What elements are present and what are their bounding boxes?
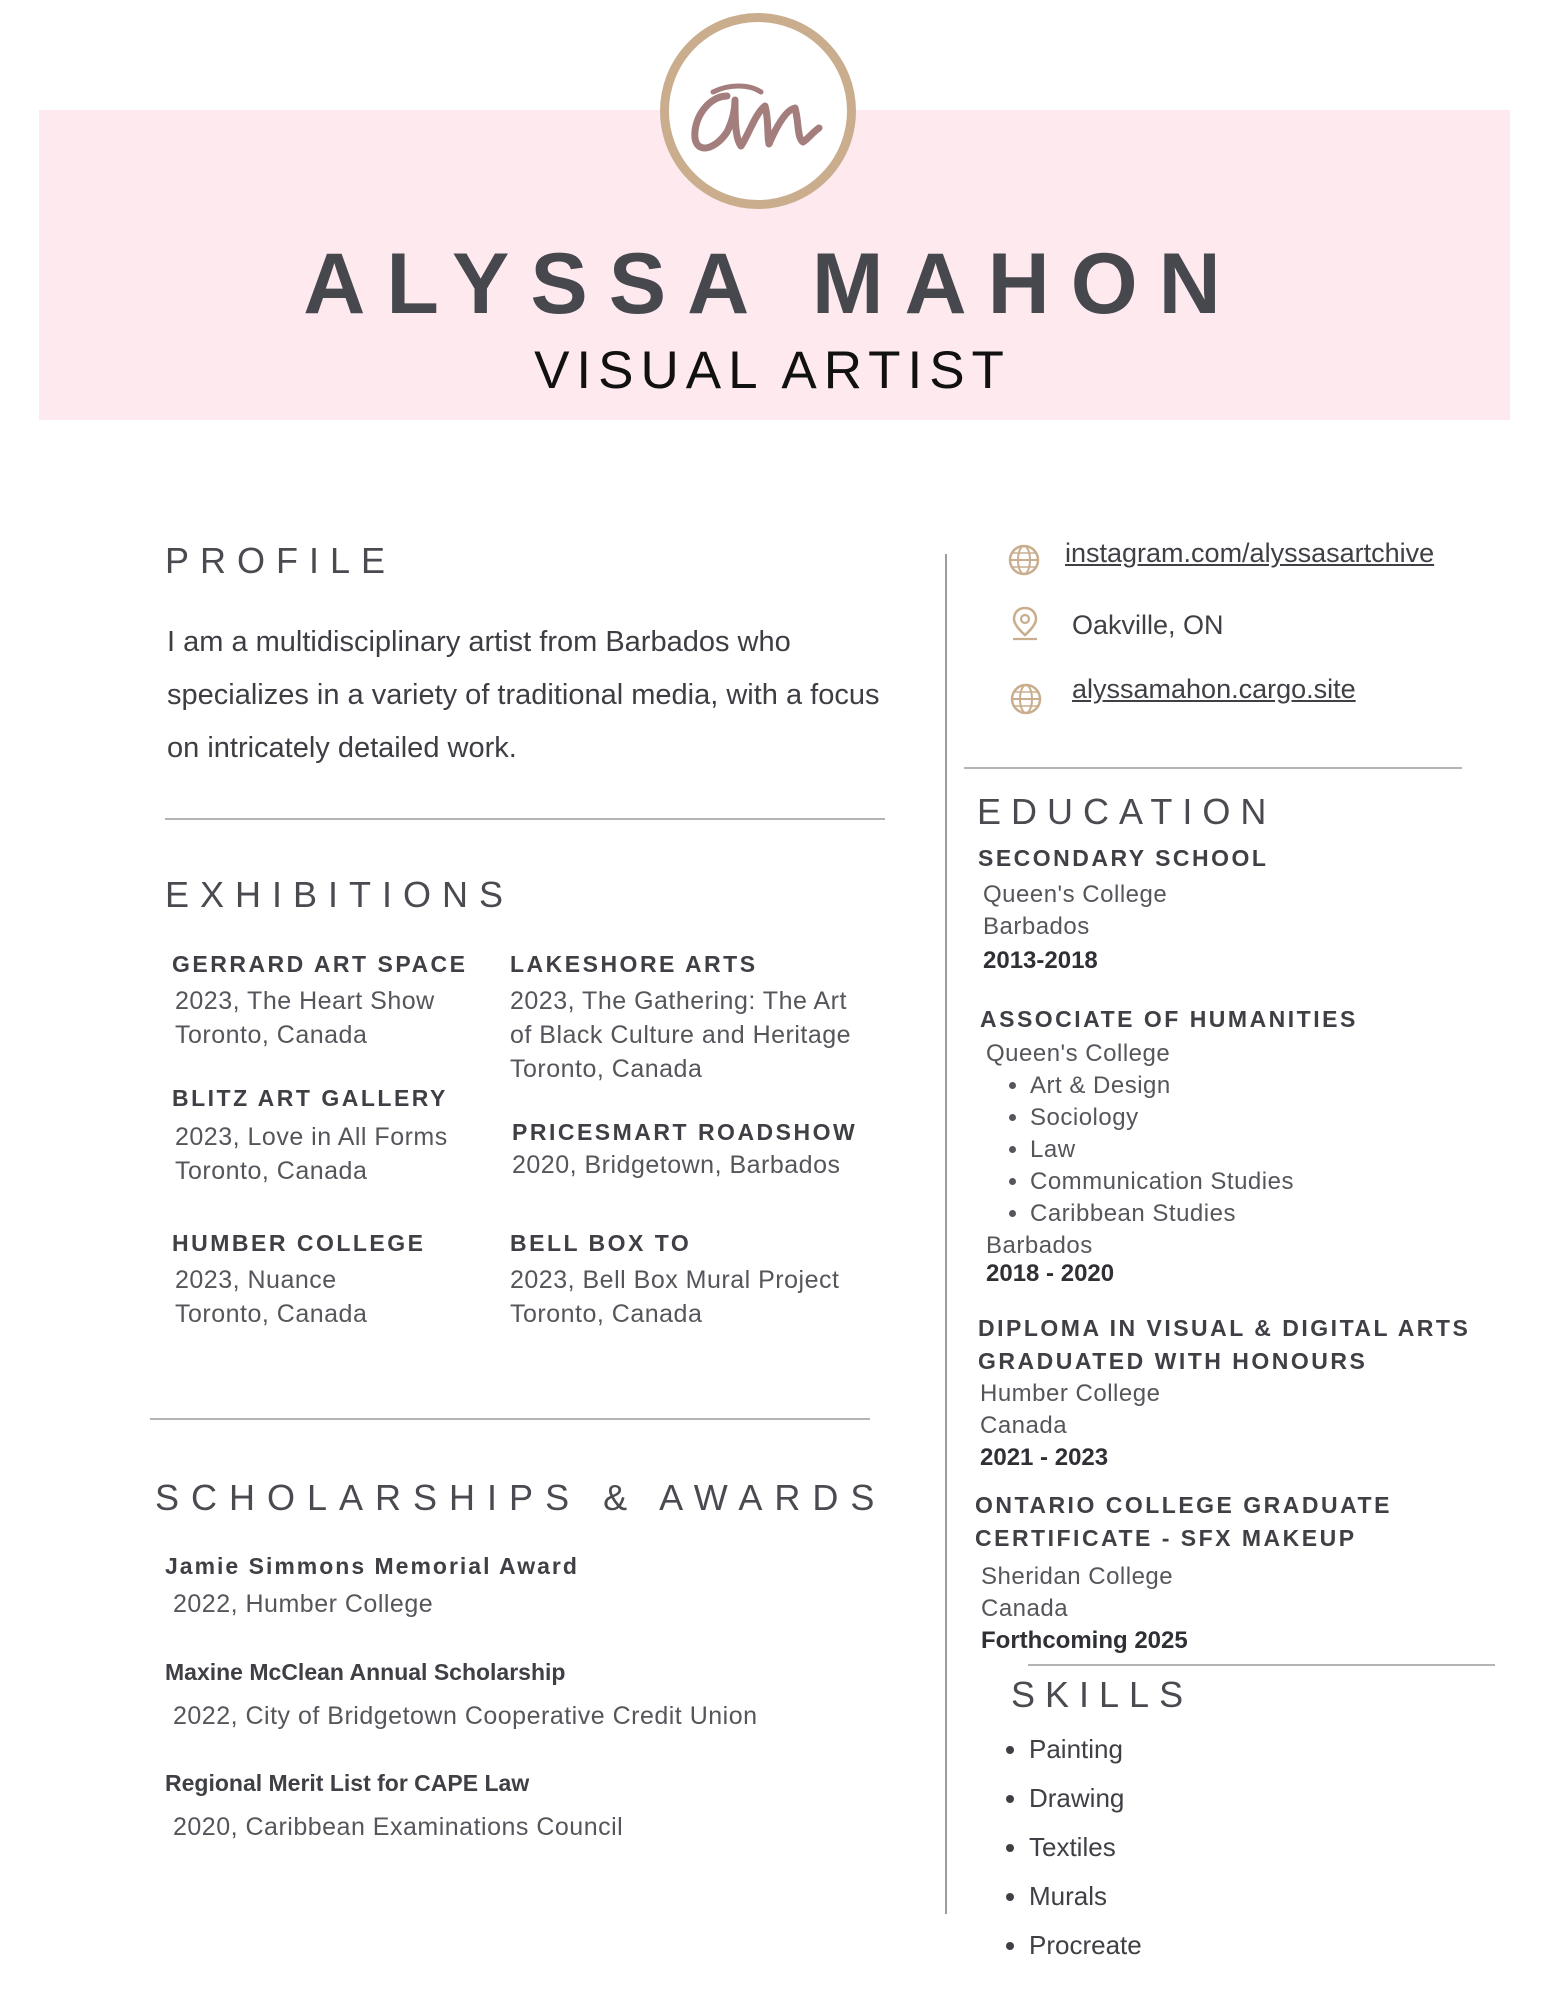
exhibition-item (512, 1119, 892, 1182)
award-item (165, 1553, 579, 1619)
education-school: Sheridan College (981, 1563, 1174, 1590)
education-heading: EDUCATION (977, 791, 1277, 832)
monogram-script-icon (669, 22, 847, 200)
location-pin-icon (1008, 605, 1042, 639)
exhibition-item (172, 1230, 502, 1331)
education-school: Queen's College (986, 1040, 1171, 1067)
education-title: GRADUATED WITH HONOURS (978, 1348, 1368, 1374)
education-location: Barbados (986, 1232, 1093, 1259)
exhibition-detail: 2023, Nuance (175, 1266, 337, 1294)
education-item (978, 1312, 1470, 1472)
subject-item: • Sociology (1030, 1102, 1358, 1134)
subject-item: • Caribbean Studies (1030, 1198, 1358, 1230)
education-item (978, 842, 1268, 975)
education-school: Humber College (980, 1380, 1161, 1407)
exhibition-venue: GERRARD ART SPACE (172, 951, 468, 977)
exhibition-item (172, 951, 502, 1052)
education-title: ONTARIO COLLEGE GRADUATE (975, 1492, 1392, 1518)
profile-line: I am a multidisciplinary artist from Barbados who (167, 626, 791, 658)
globe-icon (1007, 543, 1041, 577)
exhibition-item (510, 951, 890, 1086)
skill-item: • Textiles (1029, 1823, 1142, 1872)
skill-item: • Drawing (1029, 1774, 1142, 1823)
award-item (165, 1770, 623, 1842)
award-item (165, 1659, 758, 1731)
education-divider (1028, 1664, 1495, 1666)
exhibition-venue: LAKESHORE ARTS (510, 951, 758, 977)
exhibition-venue: BELL BOX TO (510, 1230, 692, 1256)
skill-item: • Painting (1029, 1725, 1142, 1774)
education-school: Queen's College (983, 881, 1168, 908)
contact-divider (964, 767, 1462, 769)
education-years: 2021 - 2023 (980, 1444, 1109, 1471)
education-item (975, 1489, 1392, 1655)
exhibition-detail: Toronto, Canada (175, 1157, 368, 1185)
subjects-list (986, 1070, 1358, 1230)
education-years: 2013-2018 (983, 947, 1098, 974)
education-years: 2018 - 2020 (986, 1260, 1115, 1287)
exhibition-detail: 2023, The Heart Show (175, 987, 435, 1015)
subject-item: • Law (1030, 1134, 1358, 1166)
award-detail: 2022, City of Bridgetown Cooperative Credit Union (173, 1702, 758, 1730)
subject-item: • Art & Design (1030, 1070, 1358, 1102)
exhibition-detail: Toronto, Canada (510, 1055, 703, 1083)
exhibition-detail: 2023, Love in All Forms (175, 1123, 448, 1151)
exhibition-detail: 2023, The Gathering: The Art (510, 987, 847, 1015)
skills-list (985, 1725, 1142, 1970)
profile-divider (165, 818, 885, 820)
education-location: Barbados (983, 913, 1090, 940)
instagram-link[interactable]: instagram.com/alyssasartchive (1065, 538, 1435, 568)
exhibition-detail: Toronto, Canada (175, 1021, 368, 1049)
exhibition-item (510, 1230, 890, 1331)
exhibition-venue: BLITZ ART GALLERY (172, 1085, 448, 1111)
education-title: SECONDARY SCHOOL (978, 845, 1269, 871)
exhibition-detail: Toronto, Canada (510, 1300, 703, 1328)
exhibition-detail: of Black Culture and Heritage (510, 1021, 852, 1049)
person-role: VISUAL ARTIST (534, 341, 1011, 400)
exhibition-detail: 2020, Bridgetown, Barbados (512, 1151, 841, 1179)
profile-line: specializes in a variety of traditional media, with a focus (167, 679, 880, 711)
profile-heading: PROFILE (165, 540, 397, 581)
award-name: Regional Merit List for CAPE Law (165, 1770, 530, 1796)
skill-item: • Procreate (1029, 1921, 1142, 1970)
profile-line: on intricately detailed work. (167, 732, 517, 764)
exhibition-venue: PRICESMART ROADSHOW (512, 1119, 858, 1145)
education-title: DIPLOMA IN VISUAL & DIGITAL ARTS (978, 1315, 1471, 1341)
exhibition-detail: Toronto, Canada (175, 1300, 368, 1328)
exhibition-detail: 2023, Bell Box Mural Project (510, 1266, 840, 1294)
education-title: ASSOCIATE OF HUMANITIES (980, 1006, 1358, 1032)
subject-item: • Communication Studies (1030, 1166, 1358, 1198)
exhibition-item (172, 1085, 502, 1188)
education-item (980, 1003, 1358, 1288)
education-location: Canada (980, 1412, 1068, 1439)
award-name: Maxine McClean Annual Scholarship (165, 1659, 566, 1685)
award-detail: 2020, Caribbean Examinations Council (173, 1813, 624, 1841)
education-years: Forthcoming 2025 (981, 1627, 1188, 1654)
award-name: Jamie Simmons Memorial Award (165, 1553, 579, 1579)
column-divider (945, 554, 947, 1914)
person-name: ALYSSA MAHON (303, 236, 1242, 332)
website-link[interactable]: alyssamahon.cargo.site (1072, 674, 1356, 704)
exhibition-venue: HUMBER COLLEGE (172, 1230, 426, 1256)
awards-heading: SCHOLARSHIPS & AWARDS (155, 1477, 887, 1518)
location-text: Oakville, ON (1072, 610, 1224, 640)
award-detail: 2022, Humber College (173, 1590, 434, 1618)
education-location: Canada (981, 1595, 1069, 1622)
monogram-logo (660, 13, 856, 209)
skills-heading: SKILLS (1011, 1674, 1194, 1715)
globe-icon (1009, 682, 1043, 716)
exhibitions-heading: EXHIBITIONS (165, 874, 515, 915)
education-title: CERTIFICATE - SFX MAKEUP (975, 1525, 1357, 1551)
profile-text (167, 616, 927, 775)
skill-item: • Murals (1029, 1872, 1142, 1921)
exhibitions-divider (150, 1418, 870, 1420)
